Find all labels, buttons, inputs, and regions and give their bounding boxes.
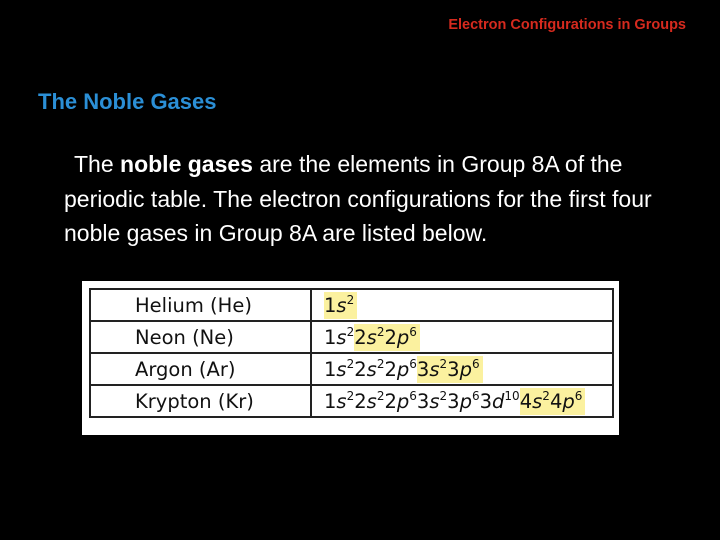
- orbital-subshell-letter: p: [459, 389, 472, 413]
- element-name-cell: Helium (He): [90, 289, 311, 321]
- table-row: [90, 385, 613, 417]
- orbital-electron-count: 2: [542, 388, 550, 403]
- configuration-cell: [311, 353, 613, 385]
- orbital-subshell-letter: s: [429, 389, 440, 413]
- slide-header: Electron Configurations in Groups: [448, 17, 686, 33]
- orbital-electron-count: 2: [346, 356, 355, 371]
- body-text-rest: are the elements in Group 8A of the periodic table. The electron configurations for the first four noble gases in Group 8A are listed below.: [64, 151, 652, 246]
- config-table-body: [90, 289, 613, 417]
- orbital-subshell-letter: p: [396, 357, 410, 381]
- orbital-shell-number: 3: [479, 389, 493, 413]
- configuration-cell: [311, 385, 613, 417]
- table-row: [90, 289, 613, 321]
- orbital-shell-number: 2: [384, 325, 397, 349]
- orbital-term-highlighted: [417, 356, 447, 383]
- orbital-subshell-letter: p: [396, 389, 410, 413]
- orbital-electron-count: 2: [346, 388, 355, 403]
- orbital-shell-number: 4: [549, 389, 563, 413]
- orbital-term: [354, 388, 384, 415]
- electron-config-table: [89, 288, 614, 418]
- orbital-shell-number: 2: [384, 389, 397, 413]
- orbital-shell-number: 1: [324, 325, 337, 349]
- orbital-term: [324, 388, 354, 415]
- orbital-term-highlighted: [447, 356, 482, 383]
- orbital-subshell-letter: d: [492, 389, 505, 413]
- orbital-shell-number: 1: [324, 389, 337, 413]
- orbital-electron-count: 6: [409, 324, 417, 339]
- orbital-subshell-letter: s: [429, 357, 440, 381]
- orbital-electron-count: 2: [346, 324, 355, 339]
- orbital-term: [384, 388, 416, 415]
- orbital-shell-number: 3: [447, 389, 460, 413]
- orbital-shell-number: 1: [324, 293, 337, 317]
- orbital-shell-number: 2: [384, 357, 397, 381]
- orbital-term-highlighted: [550, 388, 585, 415]
- orbital-electron-count: 6: [471, 388, 480, 403]
- orbital-subshell-letter: p: [396, 325, 410, 349]
- orbital-electron-count: 6: [574, 388, 583, 403]
- configuration-cell: [311, 321, 613, 353]
- orbital-shell-number: 3: [447, 357, 460, 381]
- body-paragraph: [64, 147, 684, 251]
- orbital-electron-count: 6: [471, 356, 480, 371]
- orbital-term: [324, 356, 354, 383]
- orbital-subshell-letter: s: [336, 389, 347, 413]
- element-name-cell: Neon (Ne): [90, 321, 311, 353]
- orbital-subshell-letter: p: [562, 389, 575, 413]
- orbital-electron-count: 10: [504, 388, 520, 403]
- configuration-cell: [311, 289, 613, 321]
- body-text-bold: noble gases: [120, 151, 253, 177]
- orbital-electron-count: 2: [346, 292, 355, 307]
- orbital-subshell-letter: s: [532, 389, 543, 413]
- orbital-shell-number: 2: [354, 325, 367, 349]
- orbital-subshell-letter: s: [336, 357, 347, 381]
- orbital-electron-count: 2: [439, 388, 448, 403]
- config-table-panel: [82, 281, 619, 435]
- orbital-shell-number: 2: [354, 389, 367, 413]
- element-name-cell: Argon (Ar): [90, 353, 311, 385]
- orbital-electron-count: 6: [409, 356, 417, 371]
- orbital-subshell-letter: p: [459, 357, 472, 381]
- orbital-shell-number: 3: [416, 357, 430, 381]
- orbital-subshell-letter: s: [366, 357, 377, 381]
- orbital-electron-count: 2: [439, 356, 448, 371]
- orbital-term: [447, 388, 479, 415]
- orbital-shell-number: 4: [519, 389, 533, 413]
- slide-title: The Noble Gases: [38, 89, 217, 114]
- orbital-term: [384, 356, 416, 383]
- orbital-term: [417, 388, 447, 415]
- orbital-subshell-letter: s: [336, 325, 347, 349]
- orbital-term-highlighted: [324, 292, 357, 319]
- orbital-term-highlighted: [384, 324, 419, 351]
- orbital-shell-number: 2: [354, 357, 367, 381]
- orbital-term: [480, 388, 520, 415]
- orbital-electron-count: 6: [409, 388, 417, 403]
- body-text-intro: The: [74, 151, 121, 177]
- orbital-electron-count: 2: [376, 324, 385, 339]
- element-name-cell: Krypton (Kr): [90, 385, 311, 417]
- table-row: [90, 321, 613, 353]
- orbital-term: [324, 324, 354, 351]
- orbital-subshell-letter: s: [366, 325, 377, 349]
- orbital-shell-number: 1: [324, 357, 337, 381]
- orbital-term-highlighted: [520, 388, 550, 415]
- orbital-subshell-letter: s: [366, 389, 377, 413]
- orbital-electron-count: 2: [376, 356, 385, 371]
- orbital-subshell-letter: s: [336, 293, 347, 317]
- orbital-term-highlighted: [354, 324, 384, 351]
- orbital-term: [354, 356, 384, 383]
- orbital-electron-count: 2: [376, 388, 385, 403]
- orbital-shell-number: 3: [416, 389, 430, 413]
- table-row: [90, 353, 613, 385]
